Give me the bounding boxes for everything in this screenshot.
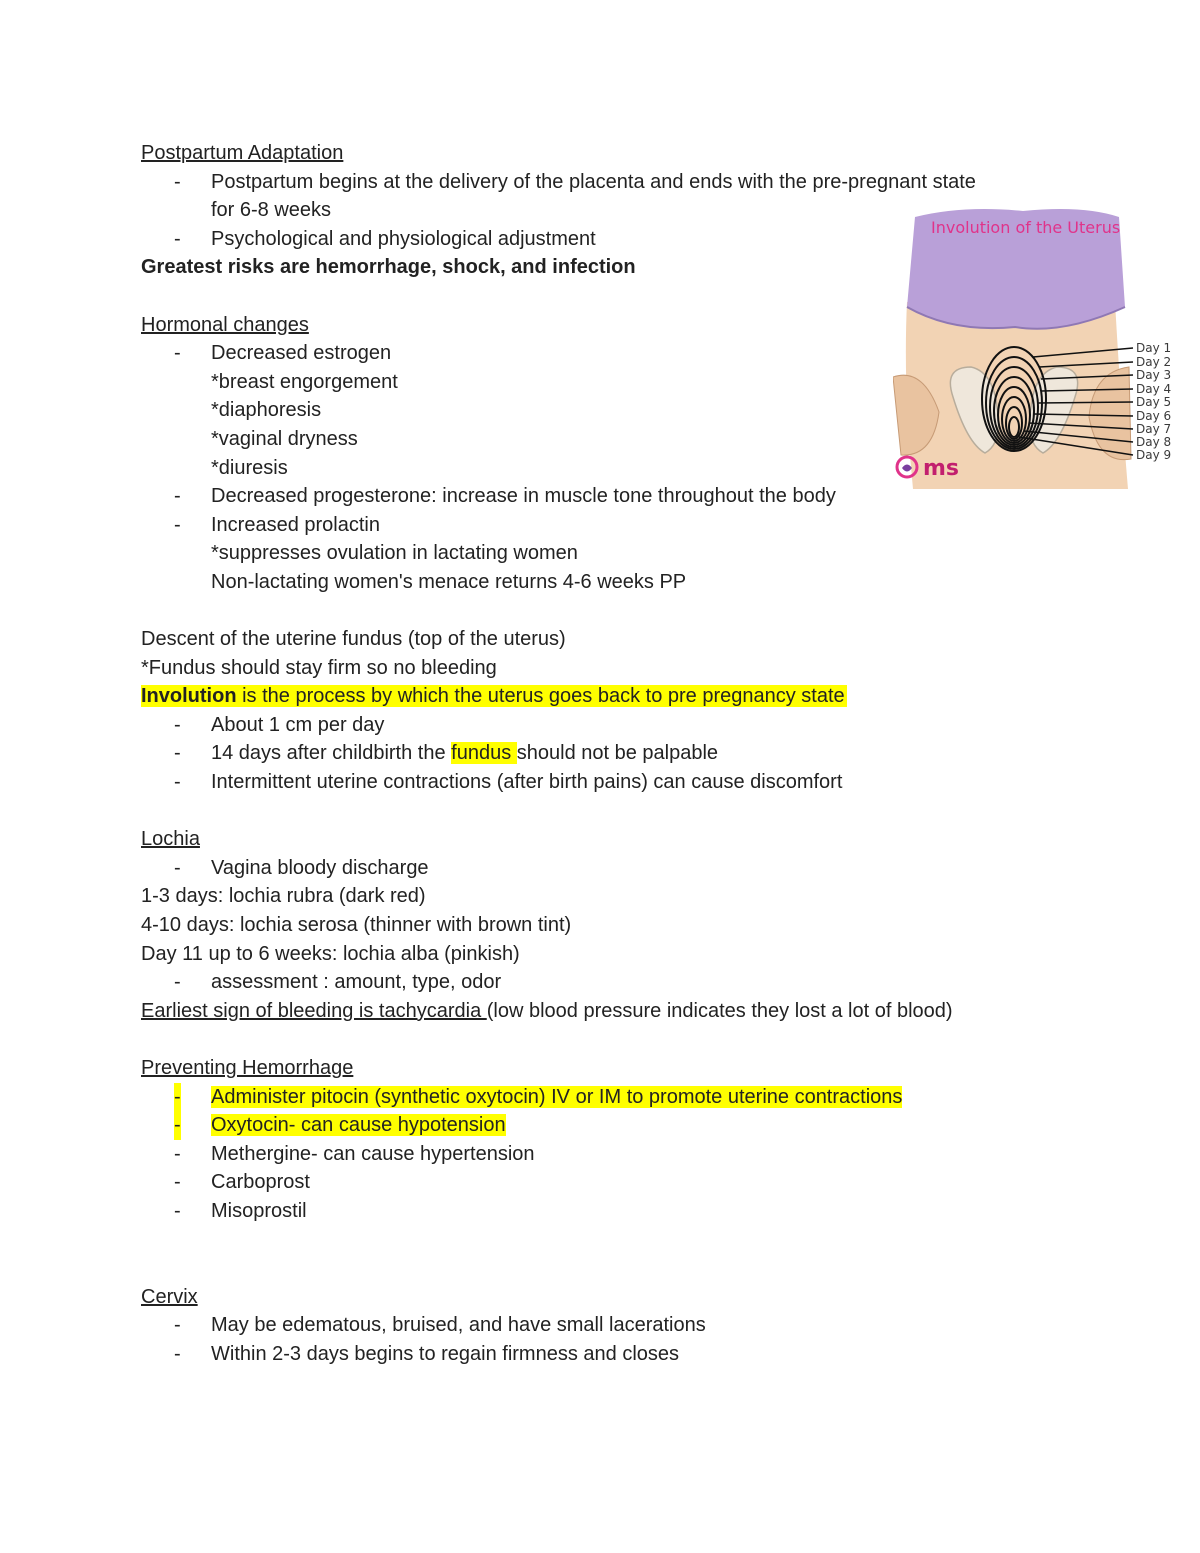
day-label: Day 6 [1136,409,1172,423]
sub-item: *breast engorgement [211,370,398,393]
involution-illustration [893,207,1175,489]
day-label: Day 1 [1136,341,1172,355]
bullet-dash: - [174,485,181,508]
figure-title: Involution of the Uterus [931,218,1121,237]
bullet-dash: - [174,1171,181,1194]
bullet-dash: - [174,170,181,193]
fundus-firm-note: *Fundus should stay firm so no bleeding [141,656,497,679]
bullet-dash: - [174,513,181,536]
item-text: Intermittent uterine contractions (after birth pains) can cause discomfort [211,771,843,794]
bullet-dash: - [174,971,181,994]
sub-item: *diuresis [211,456,288,479]
item-text: should not be palpable [516,742,719,765]
involution-figure [893,207,1175,489]
heading-hormonal-changes: Hormonal changes [141,313,309,336]
list-item [141,1340,1141,1369]
item-text: Increased prolactin [211,513,380,536]
bullet-dash: - [174,1314,181,1337]
list-item [141,968,1141,997]
bullet-dash: - [174,771,181,794]
list-item [141,168,1141,197]
involution-rest: is the process by which the uterus goes back to pre pregnancy state [236,685,845,708]
fundus-descent-line: Descent of the uterine fundus (top of the uterus) [141,628,566,651]
list-item [141,1197,1141,1226]
day-labels [1136,341,1171,462]
lochia-serosa: 4-10 days: lochia serosa (thinner with brown tint) [141,914,572,937]
item-text: Carboprost [211,1171,310,1194]
involution-term: Involution [141,685,237,708]
item-text: Psychological and physiological adjustment [211,227,596,250]
heading-cervix: Cervix [141,1285,198,1308]
bullet-dash: - [174,1083,181,1112]
bullet-dash: - [174,713,181,736]
item-text: About 1 cm per day [211,713,385,736]
fundus-highlight: fundus [451,742,517,765]
sub-item: Non-lactating women's menace returns 4-6 weeks PP [211,570,687,593]
earliest-bleeding-sign [141,997,1141,1026]
list-item [141,1311,1141,1340]
day-label: Day 5 [1136,395,1172,409]
sub-item: *diaphoresis [211,399,322,422]
bullet-dash: - [174,742,181,765]
item-text: Postpartum begins at the delivery of the placenta and ends with the pre-pregnant state [211,170,976,193]
list-item [141,1111,1141,1140]
bullet-dash: - [174,227,181,250]
item-text: Decreased progesterone: increase in muscle tone throughout the body [211,485,836,508]
item-text: Misoprostil [211,1199,307,1222]
bullet-dash: - [174,1342,181,1365]
involution-definition [141,682,1141,711]
item-text: (low blood pressure indicates they lost a lot of blood) [486,999,953,1022]
greatest-risks-note: Greatest risks are hemorrhage, shock, and infection [141,256,636,279]
day-label: Day 8 [1136,435,1172,449]
sub-item: *suppresses ovulation in lactating women [211,542,578,565]
bullet-dash: - [174,1199,181,1222]
day-label: Day 2 [1136,355,1172,369]
list-item [141,854,1141,883]
day-label: Day 4 [1136,382,1172,396]
list-item [141,1168,1141,1197]
item-text: Administer pitocin (synthetic oxytocin) IV or IM to promote uterine contractions [211,1085,903,1108]
list-item [141,1083,1141,1112]
heading-preventing-hemorrhage: Preventing Hemorrhage [141,1057,354,1079]
item-text: Oxytocin- can cause hypotension [211,1114,506,1137]
sub-item: *vaginal dryness [211,427,358,450]
item-text: Methergine- can cause hypertension [211,1142,535,1165]
bullet-dash: - [174,342,181,365]
list-item [141,1140,1141,1169]
day-label: Day 7 [1136,422,1172,436]
logo-text: ms [923,456,960,481]
item-text: Decreased estrogen [211,342,392,365]
bullet-dash: - [174,1142,181,1165]
bullet-dash: - [174,1111,181,1140]
list-item [141,768,1141,797]
list-item [141,511,1141,540]
item-text: Within 2-3 days begins to regain firmness and closes [211,1342,680,1365]
day-label: Day 3 [1136,368,1172,382]
item-text: assessment : amount, type, odor [211,971,502,994]
list-item [141,739,1141,768]
bullet-dash: - [174,856,181,879]
heading-postpartum-adaptation: Postpartum Adaptation [141,142,344,164]
lochia-alba: Day 11 up to 6 weeks: lochia alba (pinkish) [141,942,520,965]
item-text: Vagina bloody discharge [211,856,429,879]
heading-lochia: Lochia [141,828,200,851]
underlined-text: Earliest sign of bleeding is tachycardia [141,999,487,1022]
item-text: 14 days after childbirth the [211,742,452,765]
list-item [141,711,1141,740]
lochia-rubra: 1-3 days: lochia rubra (dark red) [141,885,426,908]
list-item-continuation: for 6-8 weeks [211,199,332,222]
item-text: May be edematous, bruised, and have small lacerations [211,1314,706,1337]
day-label: Day 9 [1136,448,1172,462]
